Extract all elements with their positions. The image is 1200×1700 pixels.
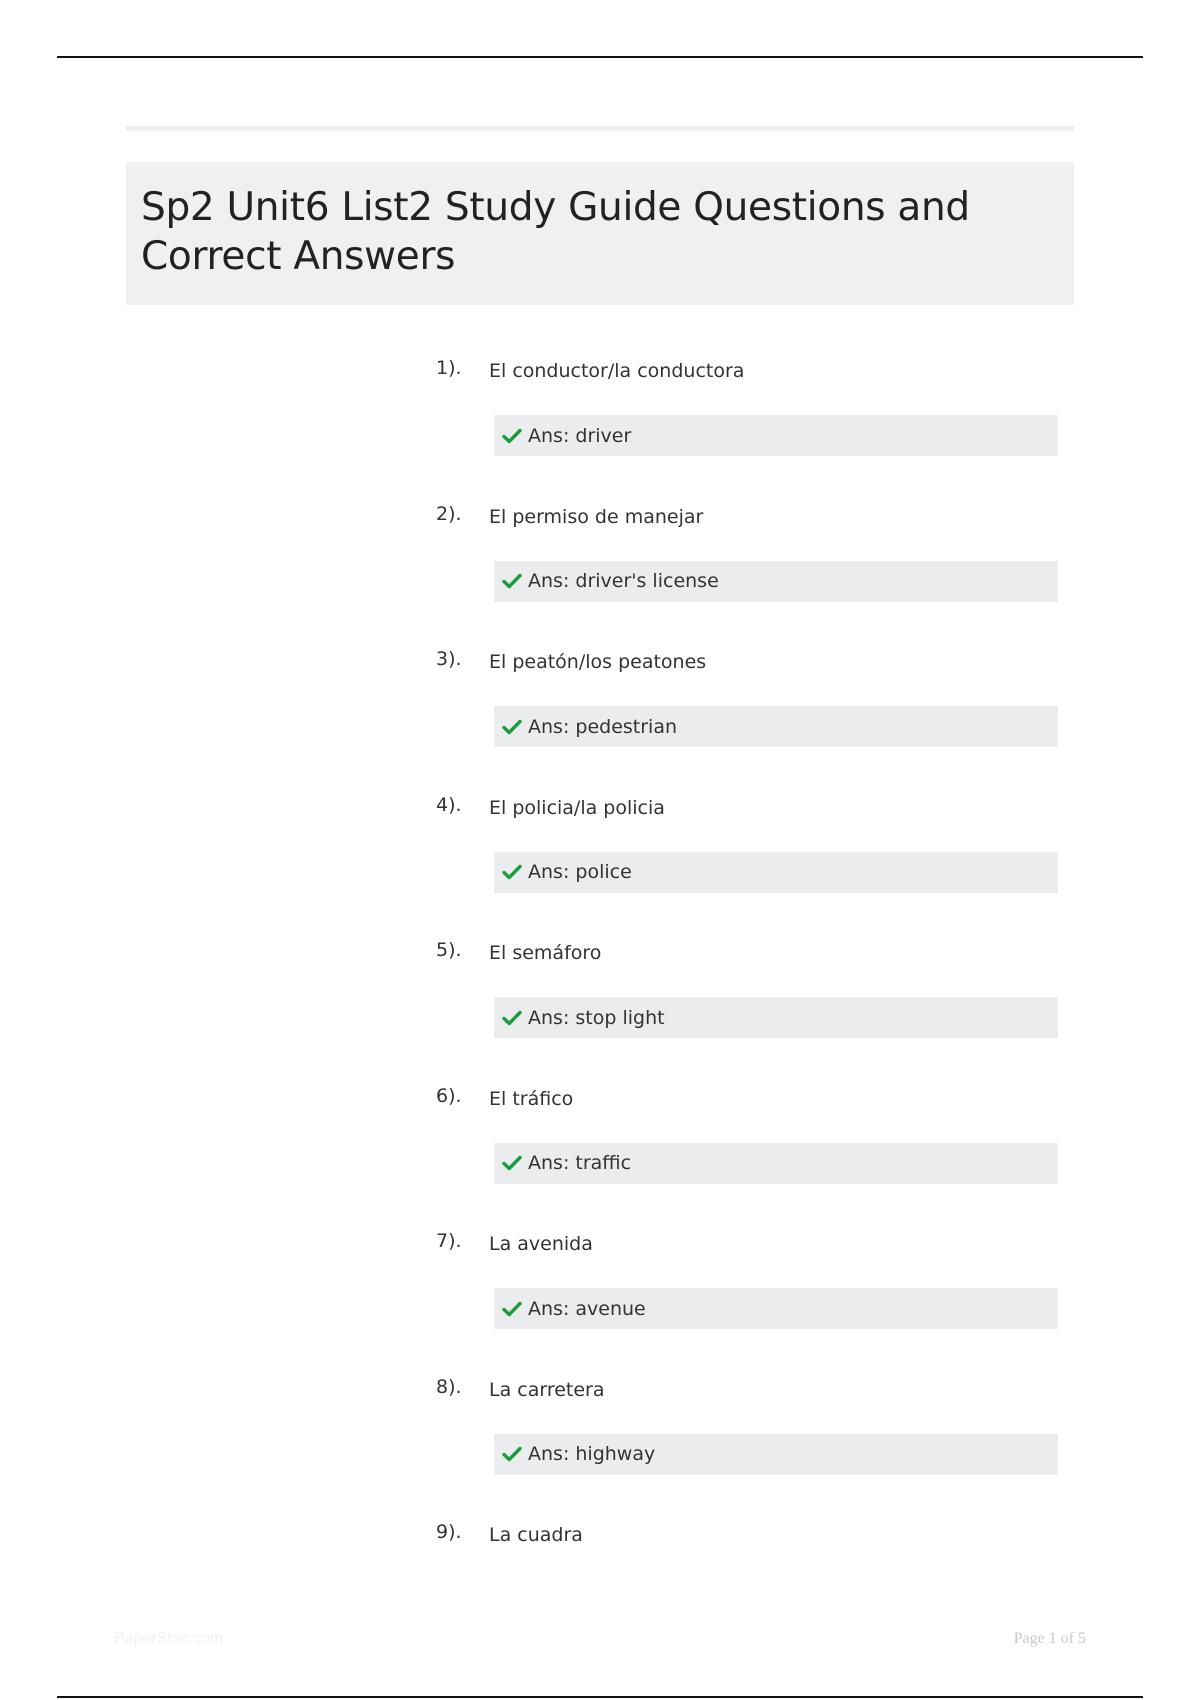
check-icon — [502, 1010, 522, 1026]
answer-box — [494, 706, 1058, 747]
question-text: El semáforo — [489, 942, 602, 964]
question-number: 6). — [436, 1084, 462, 1107]
question-item — [436, 939, 1058, 1029]
header-divider — [126, 126, 1074, 131]
question-text: El policia/la policia — [489, 796, 665, 819]
question-row — [436, 1376, 1058, 1416]
question-row — [436, 1085, 1058, 1125]
answer-text: Ans: traffic — [528, 1152, 632, 1174]
bottom-rule — [57, 1696, 1143, 1698]
answer-text: Ans: police — [528, 861, 632, 883]
question-number: 2). — [436, 502, 462, 525]
page-title: Sp2 Unit6 List2 Study Guide Questions and Correct Answers — [141, 185, 970, 279]
answer-box — [494, 1434, 1058, 1475]
answer-box — [494, 997, 1058, 1038]
answer-text: Ans: driver's license — [528, 570, 719, 592]
watermark-text: PaperStoc.com — [114, 1630, 224, 1647]
question-row — [436, 648, 1058, 688]
page-number: Page 1 of 5 — [1013, 1630, 1086, 1647]
question-item — [436, 1084, 1058, 1174]
check-icon — [502, 573, 522, 589]
check-icon — [502, 1155, 522, 1171]
question-item — [436, 1230, 1058, 1320]
question-number: 5). — [436, 939, 462, 961]
question-text: La carretera — [489, 1378, 605, 1401]
question-item — [436, 502, 1058, 592]
question-item — [436, 1521, 1058, 1561]
question-item — [436, 793, 1058, 883]
check-icon — [502, 1301, 522, 1317]
answer-text: Ans: pedestrian — [528, 715, 678, 738]
answer-box — [494, 852, 1058, 893]
top-rule — [57, 56, 1143, 58]
question-text: El tráfico — [489, 1087, 574, 1110]
answer-box — [494, 415, 1058, 456]
answer-text: Ans: highway — [528, 1443, 656, 1465]
question-item — [436, 1375, 1058, 1465]
question-row — [436, 357, 1058, 397]
check-icon — [502, 428, 522, 444]
check-icon — [502, 719, 522, 735]
question-number: 4). — [436, 793, 462, 816]
question-row — [436, 1230, 1058, 1270]
check-icon — [502, 1446, 522, 1462]
question-row — [436, 1521, 1058, 1561]
answer-box — [494, 1143, 1058, 1184]
question-text: La cuadra — [489, 1524, 583, 1546]
answer-text: Ans: driver — [528, 424, 632, 447]
question-text: El peatón/los peatones — [489, 651, 707, 673]
question-text: La avenida — [489, 1233, 593, 1255]
question-text: El permiso de manejar — [489, 505, 704, 528]
question-number: 3). — [436, 648, 462, 670]
question-number: 9). — [436, 1521, 462, 1543]
answer-box — [494, 561, 1058, 602]
answer-text: Ans: avenue — [528, 1297, 646, 1320]
question-row — [436, 503, 1058, 543]
answer-box — [494, 1288, 1058, 1329]
question-number: 8). — [436, 1375, 462, 1398]
question-row — [436, 794, 1058, 834]
question-number: 7). — [436, 1230, 462, 1252]
title-box — [126, 162, 1074, 305]
question-row — [436, 939, 1058, 979]
question-number: 1). — [436, 357, 462, 379]
check-icon — [502, 864, 522, 880]
answer-text: Ans: stop light — [528, 1006, 665, 1029]
question-item — [436, 357, 1058, 447]
question-item — [436, 648, 1058, 738]
question-text: El conductor/la conductora — [489, 360, 745, 382]
